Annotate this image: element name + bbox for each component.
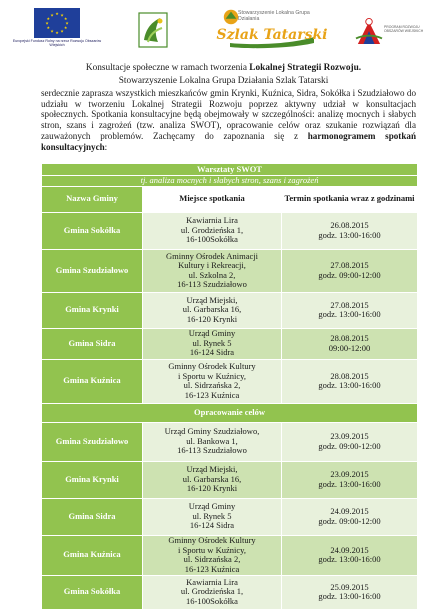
svg-text:★: ★: [55, 11, 59, 16]
gmina-name: Gmina Sidra: [42, 328, 143, 359]
meeting-place-line: ul. Rynek 5: [192, 510, 232, 521]
meeting-place: [143, 535, 282, 575]
meeting-place: [143, 328, 282, 359]
meeting-place-line: 16-120 Krynki: [186, 483, 238, 494]
svg-text:★: ★: [46, 25, 51, 30]
svg-text:★: ★: [46, 16, 51, 21]
section-swot-subtitle: tj. analiza mocnych i słabych stron, szans i zagrożeń: [42, 176, 418, 187]
meeting-place-line: 16-100Sokółka: [186, 234, 238, 245]
meeting-place-line: i Sportu w Kuźnicy,: [178, 544, 246, 555]
table-row: [42, 575, 418, 609]
meeting-place-line: i Sportu w Kuźnicy,: [178, 370, 246, 381]
meeting-place-line: ul. Sidrzańska 2,: [183, 380, 241, 390]
table-row: [42, 212, 418, 249]
svg-text:★: ★: [60, 12, 64, 18]
lgd-logo: [216, 8, 328, 52]
meeting-place-line: ul. Grodzieńska 1,: [180, 224, 244, 235]
svg-text:★: ★: [63, 16, 68, 21]
table-row: [42, 498, 418, 535]
table-row: [42, 422, 418, 461]
svg-text:★: ★: [63, 25, 68, 30]
meeting-place-line: ul. Szkolna 2,: [188, 269, 236, 280]
meeting-date-hours: godz. 09:00-12:00: [318, 269, 381, 280]
meeting-date-day: 23.09.2015: [330, 469, 369, 479]
meeting-place-line: 16-124 Sidra: [189, 347, 235, 358]
meeting-place-line: 16-124 Sidra: [189, 520, 235, 531]
gmina-name: Gmina Kuźnica: [42, 535, 143, 575]
intro-text: serdecznie zaprasza wszystkich mieszkańców gmin Krynki, Kuźnica, Sidra, Sokółka i Szudziałowo do udziału w tworzeniu Lokalnej Strategii Rozwoju poprzez aktywny udział w konsultacjach społecznych. Spotkania konsultacyjne będą obejmowały w szczególności: analizę mocnych i słabych stron, szans i zagrożeń (tzw. analiza SWOT), opracowanie celów oraz szukanie rozwiązań dla zauważonych problemów. Zachęcamy do zapoznania się z: [41, 88, 416, 141]
meeting-date: [282, 575, 418, 609]
meeting-place-line: 16-113 Szudziałowo: [177, 279, 247, 289]
heading-prefix: Konsultacje społeczne w ramach tworzenia: [85, 63, 250, 73]
svg-text:★: ★: [50, 28, 54, 34]
meeting-date-hours: godz. 13:00-16:00: [318, 380, 381, 390]
section-swot-title-row: [42, 164, 418, 176]
meeting-date-hours: godz. 13:00-16:00: [318, 591, 381, 601]
meeting-place: [143, 498, 282, 535]
meeting-date-day: 24.09.2015: [330, 506, 369, 516]
meeting-place-line: 16-123 Kuźnica: [184, 563, 240, 574]
column-header-row: [42, 186, 418, 212]
intro-end: :: [104, 141, 108, 152]
meeting-date-day: 27.08.2015: [330, 260, 369, 270]
consultation-heading: [0, 63, 447, 74]
meeting-place: [143, 359, 282, 403]
meeting-date-hours: godz. 13:00-16:00: [318, 309, 381, 319]
meeting-place-line: ul. Sidrzańska 2,: [183, 554, 241, 564]
eu-flag-icon: [34, 8, 80, 38]
meeting-place-line: Urząd Gminy Szudziałowo,: [164, 426, 260, 437]
meeting-place-line: Kultury i Rekreacji,: [178, 260, 246, 270]
lgd-caption: Stowarzyszenie Lokalna Grupa Działania: [238, 10, 310, 22]
table-row: [42, 359, 418, 403]
meeting-date: [282, 461, 418, 498]
table-row: [42, 292, 418, 328]
meeting-date-day: 28.08.2015: [330, 333, 369, 343]
meeting-place-line: Gminny Ośrodek Kultury: [168, 361, 256, 371]
meeting-place-line: 16-100Sokółka: [186, 595, 238, 606]
gmina-name: Gmina Krynki: [42, 461, 143, 498]
meeting-place-line: ul. Grodzieńska 1,: [180, 586, 244, 597]
gmina-name: Gmina Szudziałowo: [42, 422, 143, 461]
meeting-place-line: ul. Garbarska 16,: [182, 473, 242, 484]
prow-caption: PROGRAM ROZWOJU OBSZARÓW WIEJSKICH: [384, 25, 424, 34]
eu-caption: Europejski Fundusz Rolny na rzecz Rozwoju Obszarów Wiejskich: [12, 39, 102, 48]
column-header-termin: Termin spotkania wraz z godzinami: [282, 186, 418, 212]
section-cele-title-row: [42, 403, 418, 422]
meeting-date: [282, 498, 418, 535]
meeting-date-day: 27.08.2015: [330, 299, 369, 310]
gmina-name: Gmina Sokółka: [42, 212, 143, 249]
meeting-place-line: Gminny Ośrodek Animacji: [165, 250, 259, 261]
meeting-place-line: Urząd Miejski,: [186, 294, 238, 305]
table-row: [42, 535, 418, 575]
meeting-date-hours: godz. 09:00-12:00: [318, 440, 381, 451]
svg-text:★: ★: [60, 28, 64, 34]
table-row: [42, 249, 418, 292]
meeting-date-day: 24.09.2015: [330, 544, 369, 555]
lgd-name-text: Szlak Tatarski: [216, 27, 328, 43]
meeting-date-hours: 09:00-12:00: [328, 342, 371, 353]
svg-text:★: ★: [45, 20, 49, 26]
svg-text:★: ★: [50, 12, 54, 18]
meeting-place: [143, 249, 282, 292]
meeting-place-line: ul. Garbarska 16,: [182, 304, 242, 315]
intro-paragraph: [41, 88, 416, 152]
meeting-place-line: Kawiarnia Lira: [186, 576, 238, 587]
meeting-place-line: ul. Bankowa 1,: [186, 435, 238, 446]
meeting-date: [282, 249, 418, 292]
meeting-date-hours: godz. 13:00-16:00: [318, 229, 381, 240]
meeting-place-line: Urząd Gminy: [188, 328, 236, 339]
lgd-wordmark: [216, 23, 328, 47]
table-row: [42, 328, 418, 359]
gmina-name: Gmina Krynki: [42, 292, 143, 328]
eu-logo: [12, 8, 102, 54]
column-header-gmina: Nazwa Gminy: [42, 186, 143, 212]
meeting-date-day: 28.08.2015: [330, 370, 369, 381]
heading-bold: Lokalnej Strategii Rozwoju.: [249, 63, 362, 73]
meeting-date-hours: godz. 13:00-16:00: [318, 554, 381, 564]
meeting-date: [282, 359, 418, 403]
meeting-date: [282, 422, 418, 461]
table-row: [42, 461, 418, 498]
section-swot-title: Warsztaty SWOT: [42, 164, 418, 176]
prow-logo: [356, 8, 428, 56]
logo-strip: [0, 0, 447, 60]
organization-name: Stowarzyszenie Lokalna Grupa Działania Szlak Tatarski: [118, 76, 329, 86]
meeting-place: [143, 461, 282, 498]
meeting-date-hours: godz. 09:00-12:00: [318, 515, 381, 526]
column-header-miejsce: Miejsce spotkania: [143, 186, 282, 212]
gmina-name: Gmina Sidra: [42, 498, 143, 535]
meeting-date: [282, 535, 418, 575]
svg-text:★: ★: [55, 30, 59, 35]
meeting-place-line: 16-113 Szudziałowo: [177, 445, 247, 456]
meeting-date: [282, 212, 418, 249]
meeting-place-line: ul. Rynek 5: [192, 337, 232, 348]
meeting-place-line: 16-123 Kuźnica: [184, 389, 240, 400]
meeting-place-line: Urząd Miejski,: [186, 464, 238, 475]
section-swot-subtitle-row: [42, 176, 418, 187]
meeting-date-day: 23.09.2015: [330, 431, 369, 441]
meeting-place-line: Kawiarnia Lira: [186, 215, 238, 226]
meeting-date: [282, 292, 418, 328]
gmina-name: Gmina Sokółka: [42, 575, 143, 609]
meeting-date-day: 25.09.2015: [330, 581, 369, 592]
intro-bold: harmonogramem spotkań konsultacyjnych: [41, 130, 416, 152]
schedule-table: [41, 163, 418, 610]
svg-text:★: ★: [65, 20, 69, 26]
prow-emblem-icon: [356, 16, 382, 46]
leader-logo-icon: [138, 12, 168, 48]
meeting-place: [143, 422, 282, 461]
meeting-place: [143, 575, 282, 609]
meeting-place: [143, 292, 282, 328]
meeting-place-line: 16-120 Krynki: [186, 313, 238, 324]
meeting-place-line: Gminny Ośrodek Kultury: [168, 535, 256, 545]
meeting-place: [143, 212, 282, 249]
meeting-date-hours: godz. 13:00-16:00: [318, 478, 381, 489]
meeting-date-day: 26.08.2015: [330, 220, 369, 230]
meeting-date: [282, 328, 418, 359]
gmina-name: Gmina Kuźnica: [42, 359, 143, 403]
gmina-name: Gmina Szudziałowo: [42, 249, 143, 292]
meeting-place-line: Urząd Gminy: [188, 501, 236, 512]
section-cele-title: Opracowanie celów: [42, 403, 418, 422]
